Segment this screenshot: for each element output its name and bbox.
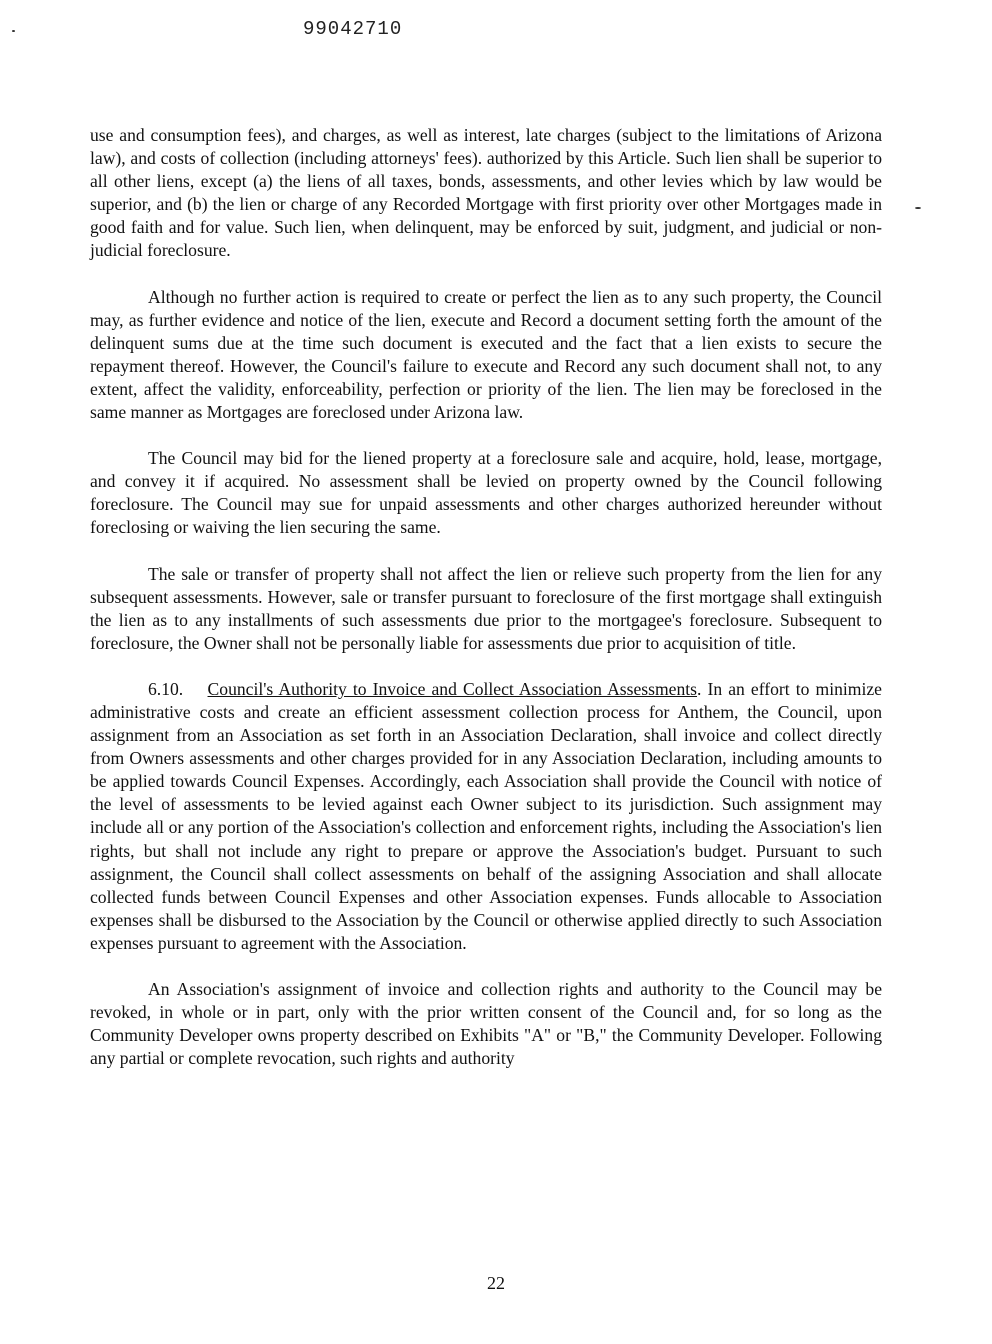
paragraph-lien-priority: use and consumption fees), and charges, as well as interest, late charges (subject to the limitations of Arizona law), and costs of collection (including attorneys' fees). authorized by this Article. Such lien shall be superior to all other liens, except (a) the liens of all taxes, bonds, assessments, and other levies which by law would be superior, and (b) the lien or charge of any Recorded Mortgage with first priority over other Mortgages made in good faith and for value. Such lien, when delinquent, may be enforced by suit, judgment, and judicial or non-judicial foreclosure.: [90, 125, 882, 261]
section-number: 6.10.: [148, 678, 184, 699]
section-heading: Council's Authority to Invoice and Collect Association Assessments: [207, 678, 698, 699]
document-body: [90, 124, 882, 1070]
scan-speck: [12, 30, 15, 32]
paragraph-foreclosure-bid: The Council may bid for the liened property at a foreclosure sale and acquire, hold, lease, mortgage, and convey it if acquired. No assessment shall be levied on property owned by the Council following foreclosure. The Council may sue for unpaid assessments and other charges authorized hereunder without foreclosing or waiving the lien securing the same.: [90, 448, 882, 538]
paragraph-assignment-revocation: An Association's assignment of invoice and collection rights and authority to the Council may be revoked, in whole or in part, only with the prior written consent of the Council and, for so long as the Community Developer owns property described on Exhibits "A" or "B," the Community Developer. Following any partial or complete revocation, such rights and authority: [90, 979, 882, 1069]
section-body: . In an effort to minimize administrative costs and create an efficient assessment collection process for Anthem, the Council, upon assignment from an Association as set forth in an Association Declaration, shall invoice and collect directly from Owners assessments and other charges provided for in any Association Declaration, including amounts to be applied towards Council Expenses. Accordingly, each Association shall provide the Council with notice of the level of assessments to be levied against each Owner subject to its jurisdiction. Such assignment may include all or any portion of the Association's collection and enforcement rights, including the Association's lien rights, but shall not include any right to prepare or approve the Association's budget. Pursuant to such assignment, the Council shall collect assessments on behalf of the assigning Association and shall allocate collected funds between Council Expenses and other Association expenses. Funds allocable to Association expenses shall be disbursed to the Association by the Council or otherwise applied directly to such Association expenses pursuant to agreement with the Association.: [90, 678, 882, 953]
paragraph-record-lien: Although no further action is required to create or perfect the lien as to any such property, the Council may, as further evidence and notice of the lien, execute and Record a document setting forth the amount of the delinquent sums due at the time such document is executed and the fact that a lien exists to secure the repayment thereof. However, the Council's failure to execute and Record any such document shall not, to any extent, affect the validity, enforceability, perfection or priority of the lien. The lien may be foreclosed in the same manner as Mortgages are foreclosed under Arizona law.: [90, 286, 882, 423]
document-stamp-number: 99042710: [303, 18, 403, 40]
scan-speck: [915, 207, 921, 209]
paragraph-sale-transfer: The sale or transfer of property shall not affect the lien or relieve such property from the lien for any subsequent assessments. However, sale or transfer pursuant to foreclosure of the first mortgage shall extinguish the lien as to any installments of such assessments due prior to the mortgagee's foreclosure. Subsequent to foreclosure, the Owner shall not be personally liable for assessments due prior to acquisition of title.: [90, 563, 882, 653]
page-number: 22: [487, 1273, 505, 1293]
section-6-10: [90, 678, 882, 955]
